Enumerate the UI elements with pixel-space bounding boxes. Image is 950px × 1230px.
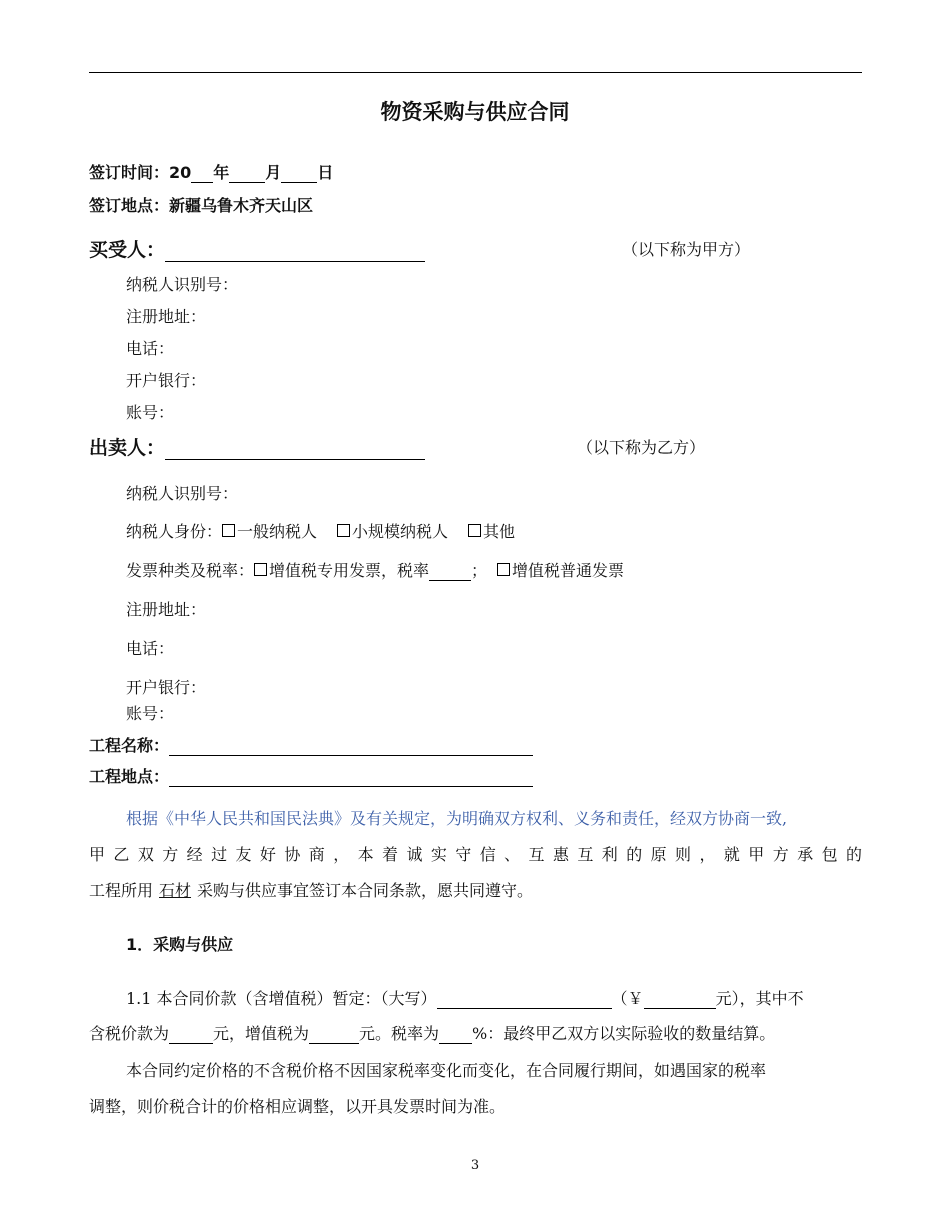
month-blank[interactable] bbox=[229, 164, 265, 183]
clause-1-1-p2-line-1: 本合同约定价格的不含税价格不因国家税率变化而变化，在合同履行期间，如遇国家的税率 bbox=[126, 1061, 767, 1080]
sign-place-line bbox=[89, 193, 313, 216]
price-amount-blank[interactable] bbox=[644, 990, 716, 1009]
seller-name-blank[interactable] bbox=[165, 439, 425, 460]
day-blank[interactable] bbox=[281, 164, 317, 183]
section-1-heading: 1．采购与供应 bbox=[126, 935, 234, 954]
clause-1-1-a: 1.1 本合同价款（含增值税）暂定：（大写） bbox=[126, 989, 437, 1008]
clause-1-1-g: %：最终甲乙双方以实际验收的数量结算。 bbox=[472, 1024, 776, 1043]
tax-rate-blank[interactable] bbox=[429, 562, 471, 581]
clause-1-1-p2-line-2: 调整，则价税合计的价格相应调整，以开具发票时间为准。 bbox=[89, 1097, 506, 1116]
price-words-blank[interactable] bbox=[437, 990, 612, 1009]
intro-line-2: 甲乙双方经过友好协商，本着诚实守信、互惠互利的原则，就甲方承包的 bbox=[89, 845, 862, 864]
buyer-bank: 开户银行： bbox=[126, 371, 207, 390]
buyer-address: 注册地址： bbox=[126, 307, 207, 326]
intro-line-1: 根据《中华人民共和国民法典》及有关规定，为明确双方权利、义务和责任，经双方协商一致, bbox=[126, 809, 788, 828]
seller-tax-id: 纳税人识别号： bbox=[126, 484, 239, 503]
identity-general-label: 一般纳税人 bbox=[237, 522, 318, 541]
buyer-note: （以下称为甲方） bbox=[622, 240, 751, 259]
invoice-normal-checkbox[interactable] bbox=[497, 563, 510, 576]
clause-1-1-line-2 bbox=[89, 1021, 775, 1044]
buyer-account: 账号： bbox=[126, 403, 175, 422]
rate-blank[interactable] bbox=[439, 1025, 472, 1044]
vat-blank[interactable] bbox=[309, 1025, 359, 1044]
invoice-separator: ； bbox=[471, 561, 488, 580]
identity-other-label: 其他 bbox=[483, 522, 516, 541]
invoice-special-checkbox[interactable] bbox=[254, 563, 267, 576]
identity-small-checkbox[interactable] bbox=[337, 524, 350, 537]
buyer-tax-id: 纳税人识别号： bbox=[126, 275, 239, 294]
buyer-phone: 电话： bbox=[126, 339, 175, 358]
header-rule bbox=[89, 72, 862, 73]
sign-place-label: 签订地点： bbox=[89, 196, 170, 215]
sign-year-prefix: 20 bbox=[169, 163, 192, 182]
project-name-blank[interactable] bbox=[169, 737, 533, 756]
seller-bank: 开户银行： bbox=[126, 678, 207, 697]
project-place-label: 工程地点： bbox=[89, 767, 170, 786]
seller-phone: 电话： bbox=[126, 639, 175, 658]
day-label: 日 bbox=[317, 163, 334, 182]
page-title: 物资采购与供应合同 bbox=[380, 100, 570, 124]
clause-1-1-f: 元。税率为 bbox=[359, 1024, 440, 1043]
invoice-special-label: 增值税专用发票，税率 bbox=[269, 561, 430, 580]
net-price-blank[interactable] bbox=[169, 1025, 213, 1044]
clause-1-1-line-1 bbox=[126, 986, 804, 1009]
material-value: 石材 bbox=[159, 881, 192, 900]
seller-line bbox=[89, 433, 425, 460]
intro-line-3 bbox=[89, 878, 533, 901]
identity-other-checkbox[interactable] bbox=[468, 524, 481, 537]
sign-place-value: 新疆乌鲁木齐天山区 bbox=[169, 196, 314, 215]
project-place-line bbox=[89, 764, 533, 787]
seller-account: 账号： bbox=[126, 704, 175, 723]
sign-time-label: 签订时间： bbox=[89, 163, 170, 182]
sign-time-line bbox=[89, 160, 333, 183]
intro-line-3-prefix: 工程所用 bbox=[89, 881, 154, 900]
seller-identity-line bbox=[126, 519, 515, 542]
intro-line-3-suffix: 采购与供应事宜签订本合同条款，愿共同遵守。 bbox=[197, 881, 534, 900]
buyer-name-blank[interactable] bbox=[165, 241, 425, 262]
clause-1-1-d: 含税价款为 bbox=[89, 1024, 170, 1043]
clause-1-1-b: （￥ bbox=[611, 989, 644, 1008]
page-number: 3 bbox=[470, 1158, 480, 1173]
year-blank[interactable] bbox=[191, 164, 213, 183]
year-label: 年 bbox=[213, 163, 230, 182]
buyer-line bbox=[89, 235, 425, 262]
seller-invoice-line bbox=[126, 558, 624, 581]
seller-address: 注册地址： bbox=[126, 600, 207, 619]
buyer-label: 买受人： bbox=[89, 239, 166, 261]
seller-identity-label: 纳税人身份： bbox=[126, 522, 223, 541]
identity-general-checkbox[interactable] bbox=[222, 524, 235, 537]
clause-1-1-c: 元），其中不 bbox=[715, 989, 804, 1008]
identity-small-label: 小规模纳税人 bbox=[352, 522, 449, 541]
invoice-normal-label: 增值税普通发票 bbox=[512, 561, 625, 580]
project-name-line bbox=[89, 733, 533, 756]
project-place-blank[interactable] bbox=[169, 768, 533, 787]
clause-1-1-e: 元，增值税为 bbox=[213, 1024, 310, 1043]
seller-note: （以下称为乙方） bbox=[577, 438, 706, 457]
seller-label: 出卖人： bbox=[89, 437, 166, 459]
invoice-label: 发票种类及税率： bbox=[126, 561, 255, 580]
project-name-label: 工程名称： bbox=[89, 736, 170, 755]
month-label: 月 bbox=[265, 163, 282, 182]
